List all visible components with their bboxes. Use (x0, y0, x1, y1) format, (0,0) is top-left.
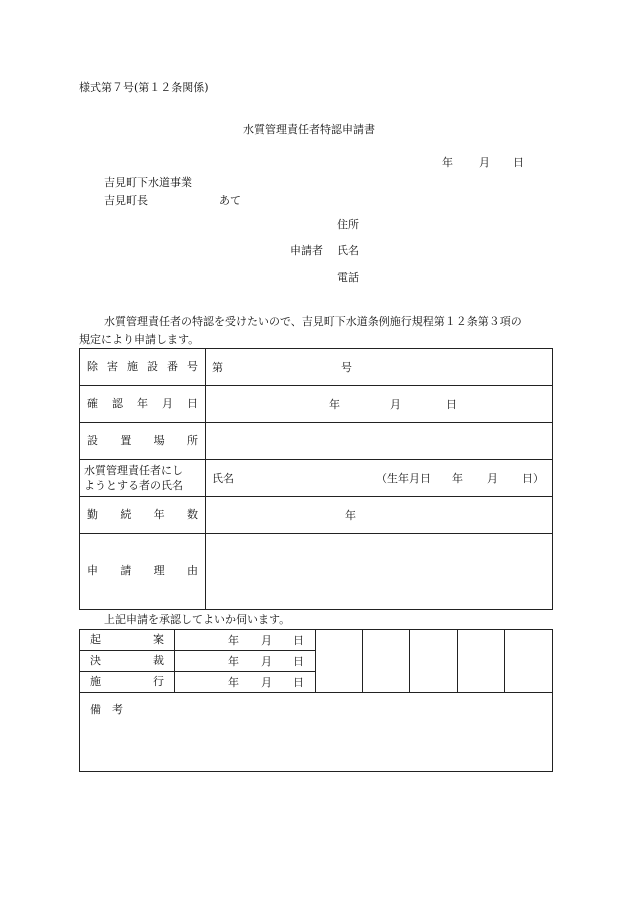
confirm-year: 年 (329, 398, 340, 411)
table-row (80, 497, 553, 534)
decision-month: 月 (261, 655, 272, 668)
draft-date-field[interactable] (175, 630, 316, 651)
facility-number-label: 除害施設番号 (80, 349, 206, 386)
decision-label: 決裁 (80, 651, 175, 672)
decision-year: 年 (228, 655, 239, 668)
years-service-field[interactable] (206, 497, 553, 534)
draft-label: 起案 (80, 630, 175, 651)
table-row (80, 423, 553, 460)
enforce-label: 施行 (80, 672, 175, 693)
manager-label-line1: 水質管理責任者にし (84, 463, 183, 477)
years-service-unit: 年 (345, 509, 356, 522)
reason-field[interactable] (206, 534, 553, 610)
table-row (80, 460, 553, 497)
table-row (80, 693, 553, 772)
location-label: 設置場所 (80, 423, 206, 460)
confirm-date-field[interactable] (206, 386, 553, 423)
seal-box[interactable] (316, 630, 363, 693)
addressee-org: 吉見町下水道事業 (104, 176, 192, 189)
draft-year: 年 (228, 634, 239, 647)
decision-day: 日 (293, 655, 304, 668)
seal-box[interactable] (410, 630, 458, 693)
table-row (80, 386, 553, 423)
table-row (80, 630, 553, 651)
remarks-field[interactable] (80, 693, 553, 772)
body-text-line1: 水質管理責任者の特認を受けたいので、吉見町下水道条例施行規程第１２条第３項の (104, 315, 522, 328)
date-month: 月 (479, 156, 490, 169)
body-text-line2: 規定により申請します。 (79, 333, 200, 346)
table-row (80, 534, 553, 610)
applicant-name-label: 氏名 (337, 244, 359, 257)
table-row (80, 349, 553, 386)
draft-day: 日 (293, 634, 304, 647)
date-day: 日 (513, 156, 524, 169)
seal-box[interactable] (363, 630, 410, 693)
reason-label: 申請理由 (80, 534, 206, 610)
manager-name-label (80, 460, 206, 497)
birth-date-open: （生年月日 (376, 472, 431, 485)
applicant-label: 申請者 (290, 244, 323, 257)
form-title: 水質管理責任者特認申請書 (243, 123, 375, 136)
facility-number-prefix: 第 (212, 361, 223, 374)
enforce-date-field[interactable] (175, 672, 316, 693)
addressee-honorific: あて (219, 194, 241, 207)
manager-name-field[interactable] (206, 460, 553, 497)
enforce-year: 年 (228, 676, 239, 689)
manager-label-line2: ようとする者の氏名 (84, 479, 183, 492)
approval-table (79, 629, 553, 772)
decision-date-field[interactable] (175, 651, 316, 672)
location-field[interactable] (206, 423, 553, 460)
phone-label: 電話 (337, 271, 359, 284)
enforce-day: 日 (293, 676, 304, 689)
birth-month: 月 (487, 472, 498, 485)
seal-box[interactable] (505, 630, 553, 693)
address-label: 住所 (337, 218, 359, 231)
birth-year: 年 (452, 472, 463, 485)
date-year: 年 (442, 156, 453, 169)
draft-month: 月 (261, 634, 272, 647)
years-service-label: 勤続年数 (80, 497, 206, 534)
confirm-month: 月 (390, 398, 401, 411)
approval-text: 上記申請を承認してよいか伺います。 (104, 613, 291, 626)
birth-day: 日） (522, 472, 544, 485)
enforce-month: 月 (261, 676, 272, 689)
addressee-mayor: 吉見町長 (104, 194, 148, 207)
form-number: 様式第７号(第１２条関係) (79, 81, 209, 94)
remarks-label: 備 考 (90, 703, 123, 716)
facility-number-suffix: 号 (341, 361, 352, 374)
facility-number-field[interactable] (206, 349, 553, 386)
manager-name-prefix: 氏名 (212, 472, 234, 485)
application-table (79, 348, 553, 610)
confirm-date-label: 確認年月日 (80, 386, 206, 423)
seal-box[interactable] (458, 630, 505, 693)
confirm-day: 日 (446, 398, 457, 411)
